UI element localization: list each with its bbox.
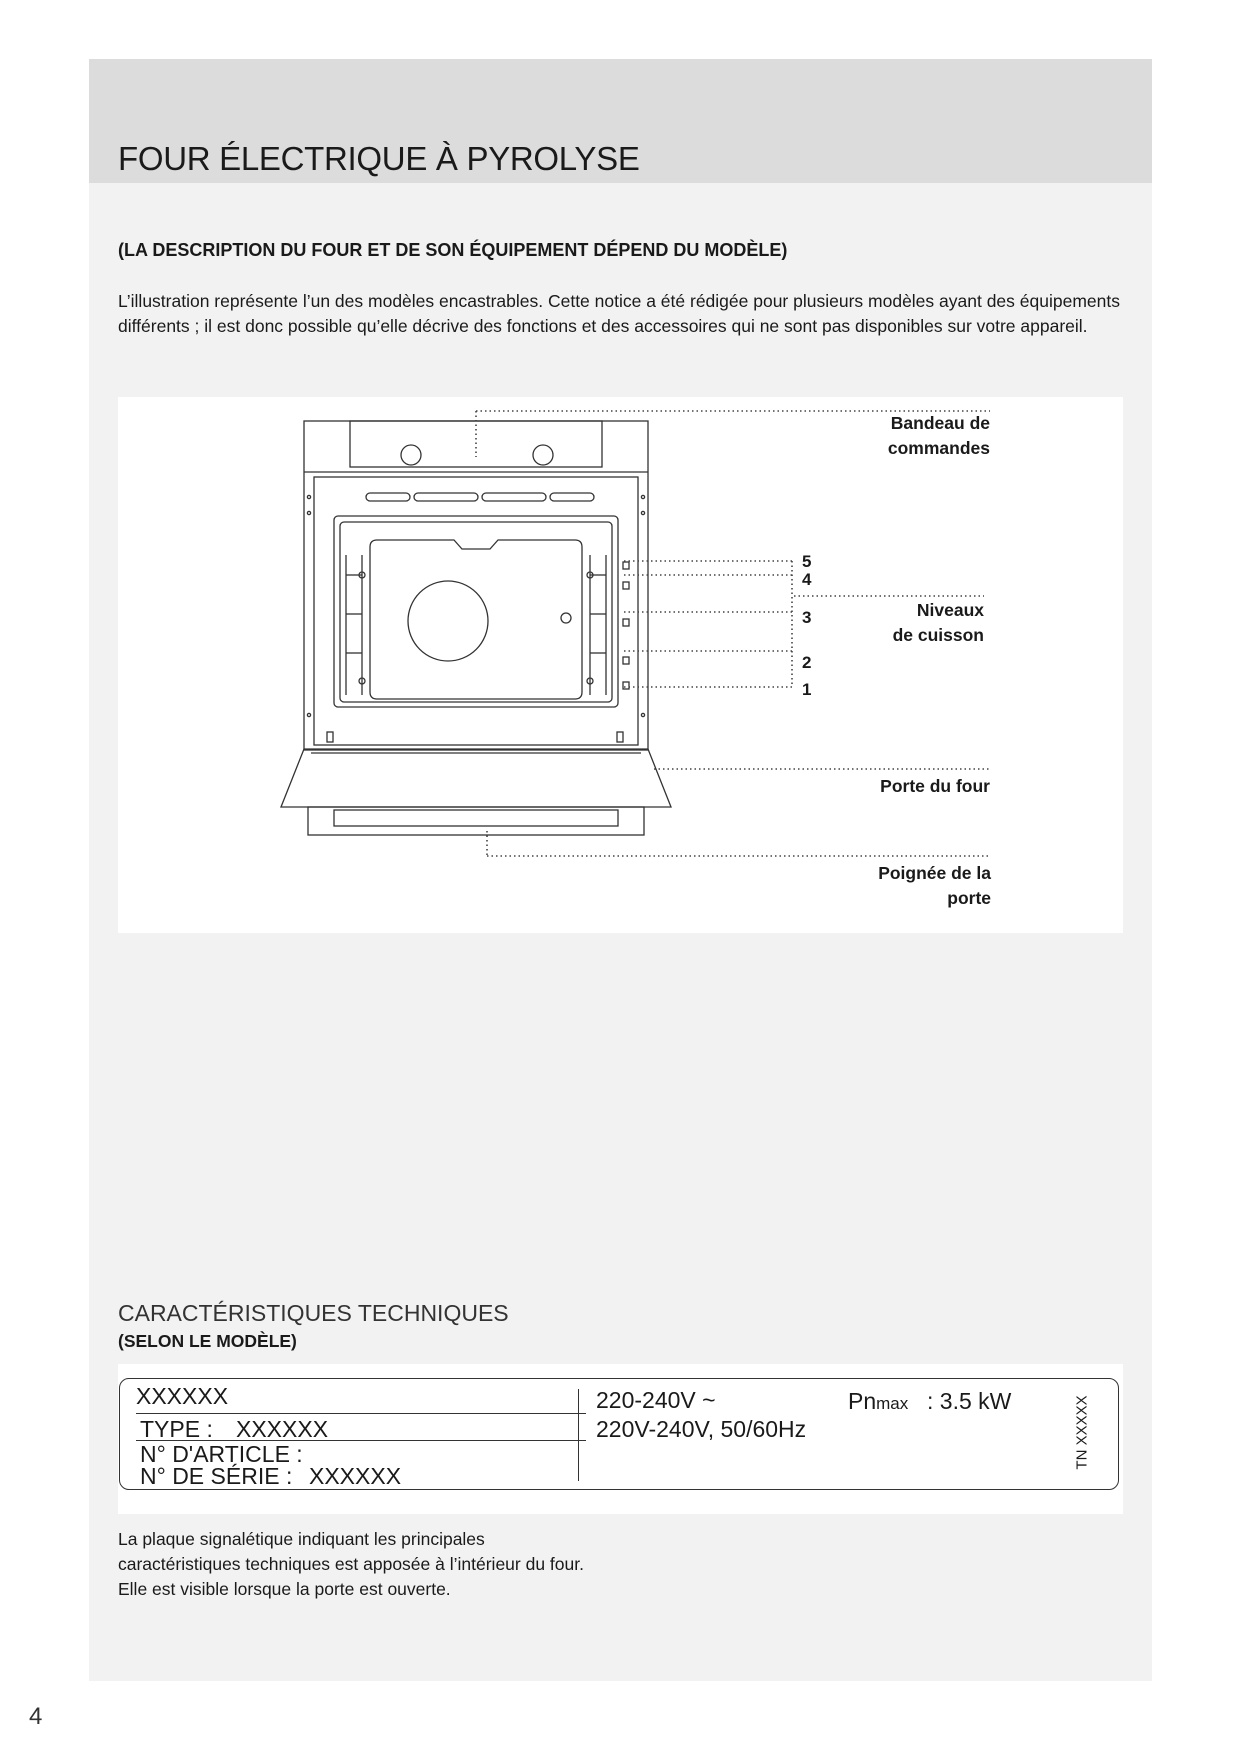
label-cooking-levels <box>834 598 984 648</box>
level-number-4: 4 <box>802 570 812 589</box>
plate-voltage-1: 220-240V ~ <box>596 1387 716 1413</box>
level-number-5: 5 <box>802 552 812 571</box>
label-control-panel <box>838 411 990 461</box>
plate-model: XXXXXX <box>136 1383 229 1409</box>
plate-power-value: : 3.5 kW <box>927 1388 1012 1414</box>
plate-tn: TN XXXXX <box>1073 1395 1091 1470</box>
plate-power <box>848 1388 908 1415</box>
level-number-3: 3 <box>802 608 812 627</box>
page-title: FOUR ÉLECTRIQUE À PYROLYSE <box>118 140 640 177</box>
oven-door <box>281 749 671 807</box>
oven-illustration <box>118 397 1123 933</box>
level-number-2: 2 <box>802 653 812 672</box>
plate-serial-label: N° DE SÉRIE : <box>140 1463 293 1489</box>
intro-paragraph: L’illustration représente l’un des modèles encastrables. Cette notice a été rédigée pour plusieurs modèles ayant des équipements différents ; il est donc possible qu’elle décrive des fonctions et des accessoires qui ne sont pas disponibles sur votre appareil. <box>118 291 1120 336</box>
specs-subtitle: (SELON LE MODÈLE) <box>118 1331 297 1351</box>
plate-power-label: Pn <box>848 1388 877 1414</box>
label-handle-line2: porte <box>947 888 991 908</box>
oven-body <box>304 421 648 750</box>
rating-plate-area <box>118 1364 1123 1514</box>
plate-article-label: N° D'ARTICLE : <box>140 1441 303 1467</box>
plate-power-sub: max <box>876 1394 909 1413</box>
label-control-panel-line2: commandes <box>887 438 990 458</box>
plate-voltage-2: 220V-240V, 50/60Hz <box>596 1416 807 1442</box>
label-levels-line2: de cuisson <box>892 625 984 645</box>
label-door-handle <box>810 861 991 911</box>
plate-serial-value: XXXXXX <box>309 1463 402 1489</box>
page-number: 4 <box>29 1703 43 1730</box>
oven-diagram <box>118 397 1123 933</box>
label-handle-line1: Poignée de la <box>878 863 991 883</box>
knob-left <box>401 445 421 465</box>
plate-type-value: XXXXXX <box>236 1416 329 1442</box>
plate-type-label: TYPE : <box>140 1416 213 1442</box>
plate-footnote: La plaque signalétique indiquant les principales caractéristiques techniques est apposée à l’intérieur du four. Elle est visible lorsque la porte est ouverte. <box>118 1529 584 1599</box>
section-subtitle: (LA DESCRIPTION DU FOUR ET DE SON ÉQUIPEMENT DÉPEND DU MODÈLE) <box>118 240 788 260</box>
level-number-1: 1 <box>802 680 812 699</box>
specs-title: CARACTÉRISTIQUES TECHNIQUES <box>118 1300 509 1326</box>
knob-right <box>533 445 553 465</box>
fan-cover <box>408 581 488 661</box>
rating-plate <box>119 1378 1119 1490</box>
label-levels-line1: Niveaux <box>916 600 984 620</box>
door-handle <box>308 807 644 835</box>
label-oven-door: Porte du four <box>880 776 990 796</box>
label-control-panel-line1: Bandeau de <box>890 413 990 433</box>
